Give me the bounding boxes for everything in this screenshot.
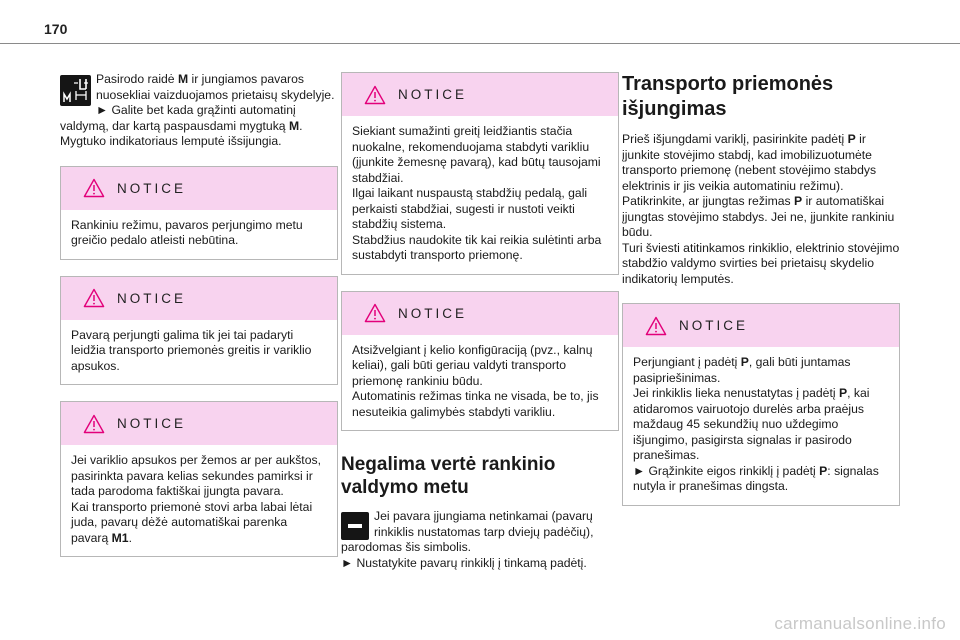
notice-box bbox=[60, 276, 338, 386]
watermark: carmanualsonline.info bbox=[774, 614, 946, 633]
page-number: 170 bbox=[44, 21, 68, 37]
notice-title: NOTICE bbox=[398, 305, 468, 321]
text-run: Jei rinkiklis lieka nenustatytas į padėtį bbox=[633, 386, 839, 400]
notice-header bbox=[342, 73, 618, 116]
bold-text: P bbox=[794, 194, 803, 208]
text-run: ► Grąžinkite eigos rinkiklį į padėtį bbox=[633, 463, 820, 478]
body-paragraph bbox=[341, 556, 619, 572]
text-run: Jei variklio apsukos per žemos ar per aukštos, pasirinkta pavara kelias sekundes pamirksi ir tada parodoma faktiškai įjungta pavara. bbox=[71, 453, 321, 498]
notice-header bbox=[61, 402, 337, 445]
body-paragraph bbox=[60, 72, 338, 103]
notice-title: NOTICE bbox=[117, 180, 187, 196]
notice-title: NOTICE bbox=[679, 318, 749, 333]
manual-gear-indicator-icon bbox=[60, 75, 91, 106]
text-run: Siekiant sumažinti greitį leidžiantis stačia nuokalne, rekomenduojama stabdyti varikliu (įjunkite žemesnę pavarą), kad būtų tausojami stabdžiai. bbox=[352, 124, 601, 185]
section-heading: Negalima vertė rankinio valdymo metu bbox=[341, 454, 556, 498]
text-run: Rankiniu režimu, pavaros perjungimo metu greičio pedalo atleisti nebūtina. bbox=[71, 217, 303, 247]
intro-paragraphs bbox=[60, 72, 338, 150]
body-paragraph bbox=[341, 509, 619, 556]
text-run: ir jungiamos pavaros nuosekliai vaizduojamos prietaisų skydelyje. bbox=[96, 72, 335, 102]
notice-body bbox=[61, 320, 337, 385]
warning-triangle-icon bbox=[83, 178, 105, 198]
body-paragraph bbox=[633, 464, 889, 495]
notice-list bbox=[341, 72, 619, 431]
notice-header bbox=[61, 167, 337, 210]
notice-title: NOTICE bbox=[398, 87, 468, 102]
notice-box bbox=[341, 72, 619, 275]
notice-header bbox=[342, 292, 618, 335]
warning-triangle-icon bbox=[83, 414, 105, 434]
body-paragraph bbox=[71, 218, 327, 249]
body-paragraph bbox=[352, 124, 608, 186]
text-run: Patikrinkite, ar įjungtas režimas bbox=[622, 194, 795, 208]
text-run: , gali būti juntamas pasipriešinimas. bbox=[633, 355, 851, 385]
notice-header bbox=[61, 277, 337, 320]
text-run: Perjungiant į padėtį bbox=[633, 355, 741, 369]
warning-triangle-icon bbox=[364, 303, 386, 323]
text-run: : signalas nutyla ir pranešimas dingsta. bbox=[633, 463, 879, 493]
bold-text: P bbox=[819, 463, 828, 478]
text-run: Pavarą perjungti galima tik jei tai padaryti leidžia transporto priemonės greitis ir variklio apsukos. bbox=[71, 327, 312, 373]
body-paragraph bbox=[633, 386, 889, 464]
body-paragraph bbox=[633, 355, 889, 386]
bold-text: P bbox=[838, 386, 848, 400]
notice-box bbox=[622, 303, 900, 506]
notice-body bbox=[342, 116, 618, 274]
column-2 bbox=[341, 72, 619, 571]
header-divider bbox=[0, 43, 960, 44]
body-paragraph bbox=[71, 500, 327, 547]
warning-triangle-icon bbox=[645, 316, 667, 336]
body-paragraph bbox=[622, 194, 900, 241]
body-paragraph bbox=[60, 134, 338, 150]
text-run: Ilgai laikant nuspaustą stabdžių pedalą, gali perkaisti stabdžiai, sugesti ir nustoti veikti stabdžių sistema. bbox=[352, 186, 588, 231]
bold-text: M bbox=[288, 118, 300, 133]
text-run: ir automatiškai įjungtas stovėjimo stabdys. Jei ne, įjunkite rankiniu būdu. bbox=[622, 194, 895, 239]
section-heading: Transporto priemonės išjungimas bbox=[622, 73, 834, 120]
body-paragraph bbox=[352, 389, 608, 420]
body-paragraph bbox=[352, 233, 608, 264]
notice-box bbox=[341, 291, 619, 432]
text-run: Jei pavara įjungiama netinkamai (pavarų rinkiklis nustatomas tarp dviejų padėčių), parodomas šis simbolis. bbox=[341, 509, 594, 554]
text-run: ► Nustatykite pavarų rinkiklį į tinkamą padėtį. bbox=[341, 555, 587, 570]
body-paragraph bbox=[71, 328, 327, 375]
notice-box bbox=[60, 401, 338, 557]
section-paragraphs bbox=[622, 132, 900, 287]
notice-title: NOTICE bbox=[117, 416, 187, 431]
bold-text: M1 bbox=[111, 530, 129, 545]
warning-triangle-icon bbox=[364, 85, 386, 105]
notice-body bbox=[342, 335, 618, 431]
text-run: Stabdžius naudokite tik kai reikia sulėtinti arba sustabdyti transporto priemonę. bbox=[352, 232, 602, 262]
notice-list bbox=[60, 166, 338, 558]
text-run: Kai transporto priemonė stovi arba labai lėtai juda, pavarų dėžė automatiškai parenka pavarą bbox=[71, 499, 313, 545]
body-paragraph bbox=[71, 453, 327, 500]
column-3 bbox=[622, 72, 900, 506]
text-run: Mygtuko indikatoriaus lemputė išsijungia. bbox=[60, 134, 282, 148]
notice-body bbox=[61, 445, 337, 556]
notice-body bbox=[623, 347, 899, 505]
manual-mode-intro bbox=[60, 72, 338, 150]
text-run: ► Galite bet kada grąžinti automatinį valdymą, dar kartą paspausdami mygtuką bbox=[60, 103, 296, 133]
text-run: . bbox=[128, 530, 132, 545]
text-run: Automatinis režimas tinka ne visada, be to, jis nesuteikia galimybės stabdyti varikliu. bbox=[352, 389, 599, 419]
text-run: , kai atidaromos vairuotojo durelės arba praėjus maždaug 45 sekundžių nuo uždegimo išjungimo, pasigirsta signalas ir pasirodo pranešimas. bbox=[633, 386, 870, 462]
text-run: ir įjunkite stovėjimo stabdį, kad imobilizuotumėte transporto priemonę (nebent stovėjimo stabdys elektrinis ir jis veikia automatiniu režimu). bbox=[622, 132, 877, 193]
notice-list bbox=[622, 303, 900, 506]
bold-text: P bbox=[740, 355, 749, 369]
text-run: Prieš išjungdami variklį, pasirinkite padėtį bbox=[622, 132, 848, 146]
text-run: Turi šviesti atitinkamos rinkiklio, elektrinio stovėjimo stabdžio valdymo svirties bei prietaisų skydelio indikatorių lemputės. bbox=[622, 240, 900, 286]
body-paragraph bbox=[622, 241, 900, 288]
section-paragraphs bbox=[341, 509, 619, 571]
text-run: . bbox=[299, 118, 303, 133]
body-paragraph bbox=[352, 186, 608, 233]
body-paragraph bbox=[60, 103, 338, 134]
text-run: Atsižvelgiant į kelio konfigūraciją (pvz., kalnų keliai), gali būti geriau valdyti transporto priemonę rankiniu būdu. bbox=[352, 342, 593, 388]
text-run: Pasirodo raidė bbox=[96, 72, 178, 86]
bold-text: M bbox=[177, 72, 189, 86]
bold-text: P bbox=[847, 132, 856, 146]
invalid-value-section bbox=[341, 509, 619, 571]
notice-title: NOTICE bbox=[117, 290, 187, 306]
notice-body bbox=[61, 210, 337, 259]
column-1 bbox=[60, 72, 338, 557]
body-paragraph bbox=[622, 132, 900, 194]
body-paragraph bbox=[352, 343, 608, 390]
invalid-gear-value-icon bbox=[341, 512, 369, 540]
notice-header bbox=[623, 304, 899, 347]
notice-box bbox=[60, 166, 338, 260]
warning-triangle-icon bbox=[83, 288, 105, 308]
